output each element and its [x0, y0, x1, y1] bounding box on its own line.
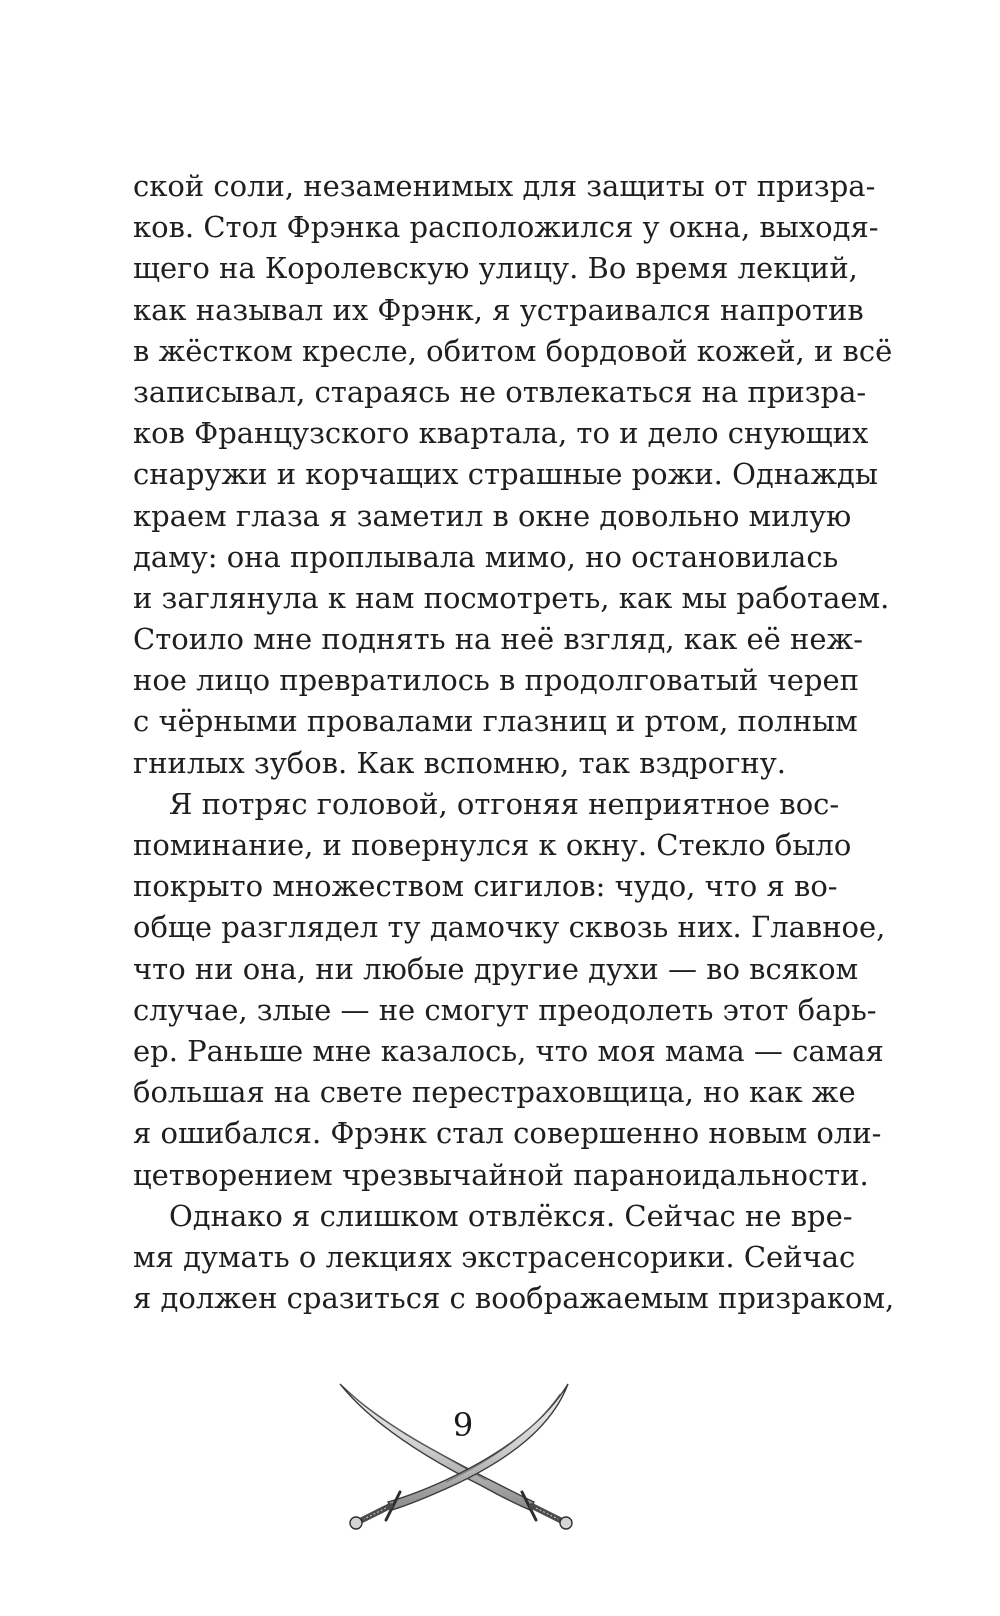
text-line: краем глаза я заметил в окне довольно милую	[133, 498, 852, 533]
paragraph-2	[133, 784, 886, 1196]
text-line: щего на Королевскую улицу. Во время лекций,	[133, 251, 858, 286]
crossed-sabers-icon	[336, 1380, 586, 1535]
text-line: что ни она, ни любые другие духи — во всяком	[133, 951, 859, 986]
text-line: даму: она проплывала мимо, но остановилась	[133, 539, 839, 574]
text-line: покрыто множеством сигилов: чудо, что я во-	[133, 869, 838, 904]
text-line: с чёрными провалами глазниц и ртом, полным	[133, 704, 858, 739]
text-line: гнилых зубов. Как вспомню, так вздрогну.	[133, 745, 786, 780]
paragraph-1	[133, 166, 893, 784]
page-number: 9	[452, 1406, 474, 1444]
text-line: я ошибался. Фрэнк стал совершенно новым оли-	[133, 1116, 882, 1151]
text-line: большая на свете перестраховщица, но как же	[133, 1075, 856, 1110]
text-line: ков Французского квартала, то и дело снующих	[133, 416, 869, 451]
text-line: и заглянула к нам посмотреть, как мы работаем.	[133, 580, 890, 615]
text-line: Я потряс головой, отгоняя неприятное вос-	[169, 786, 840, 821]
text-line: как называл их Фрэнк, я устраивался напротив	[133, 292, 864, 327]
text-line: мя думать о лекциях экстрасенсорики. Сейчас	[133, 1239, 856, 1274]
text-line: в жёстком кресле, обитом бордовой кожей, и всё	[133, 333, 893, 368]
text-line: цетворением чрезвычайной параноидальности.	[133, 1157, 869, 1192]
text-line: я должен сразиться с воображаемым призраком,	[133, 1281, 895, 1316]
paragraph-3	[133, 1196, 895, 1320]
text-line: записывал, стараясь не отвлекаться на призра-	[133, 374, 867, 409]
body-text	[133, 166, 895, 1319]
text-line: Стоило мне поднять на неё взгляд, как её неж-	[133, 622, 864, 657]
text-line: ер. Раньше мне казалось, что моя мама — самая	[133, 1033, 884, 1068]
text-line: поминание, и повернулся к окну. Стекло было	[133, 828, 852, 862]
text-line: ное лицо превратилось в продолговатый череп	[133, 663, 859, 698]
text-line: ской соли, незаменимых для защиты от призра-	[133, 169, 876, 203]
text-line: ков. Стол Фрэнка расположился у окна, выходя-	[133, 210, 879, 245]
text-line: случае, злые — не смогут преодолеть этот барь-	[133, 992, 877, 1027]
text-line: снаружи и корчащих страшные рожи. Однажды	[133, 457, 878, 492]
text-line: обще разглядел ту дамочку сквозь них. Главное,	[133, 910, 886, 945]
text-line: Однако я слишком отвлёкся. Сейчас не вре-	[169, 1198, 853, 1233]
